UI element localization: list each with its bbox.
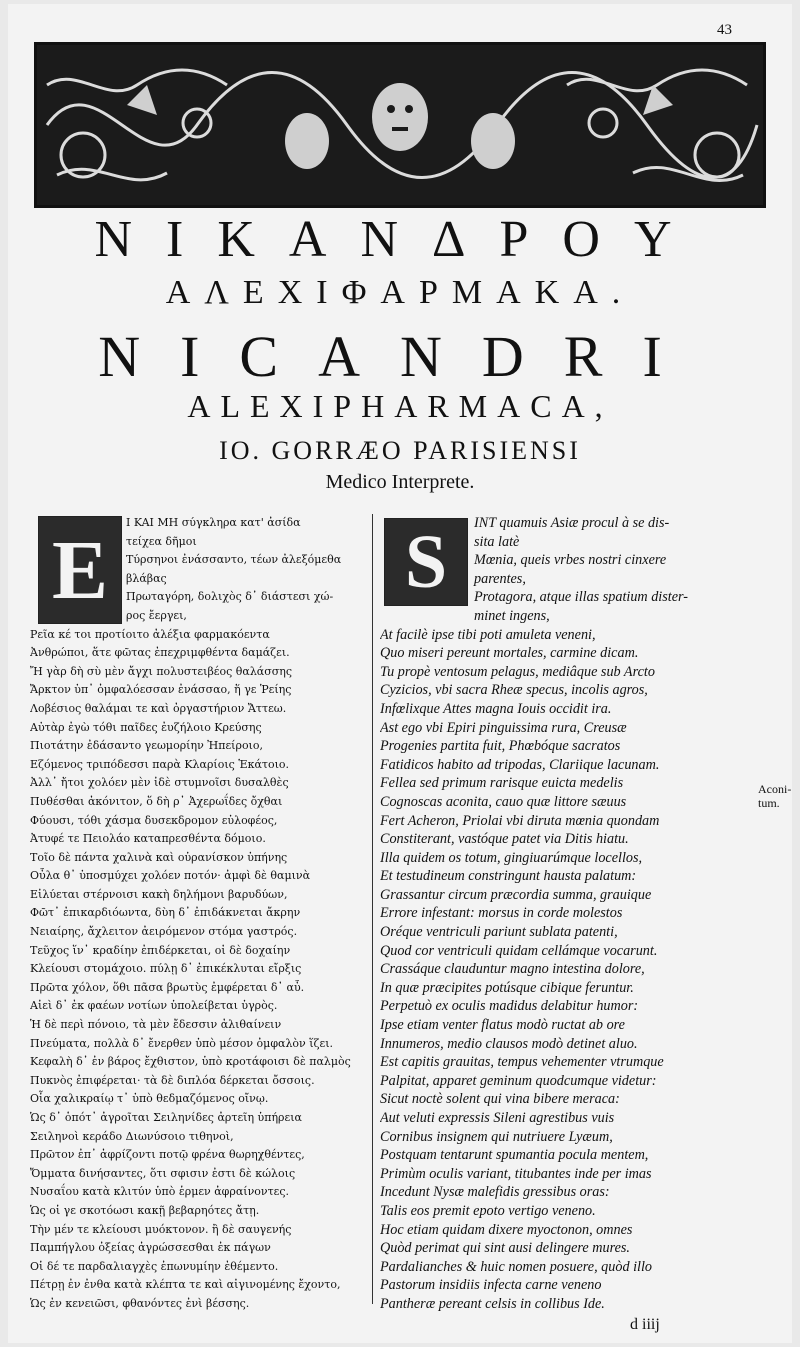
greek-line: Σειληνοὶ κεράδο Διωνύσοιο τιθηνοὶ,: [30, 1129, 234, 1143]
latin-line: Protagora, atque illas spatium dister-: [474, 589, 688, 606]
latin-line: Illa quidem os totum, gingiuarúmque locellos,: [380, 849, 643, 866]
greek-line: Ὡς ἐν κενειῶσι, φθανόντες ἐνὶ βέσσης.: [30, 1296, 250, 1310]
greek-line: Οἷα χαλικραίῳ τ᾽ ὑπὸ θεδμαζόμενος οἴνῳ.: [30, 1092, 269, 1106]
title-latin: NICANDRI: [98, 324, 702, 389]
greek-line: Πυκνὸς ἐπιφέρεται· τὰ δὲ διπλόα δέρκεται ὄσσοις.: [30, 1073, 315, 1087]
subtitle-greek: AΛEXIΦAPMAKA.: [165, 274, 635, 311]
greek-line: Νειαίρης, ἄχλειτον ἀειρόμενον στόμα γαστρός.: [30, 925, 298, 939]
greek-line: Πρωταγόρη, δολιχὸς δ᾽ διάστεσι χώ-: [126, 590, 334, 604]
latin-line: Aut veluti expressis Sileni agrestibus vuis: [380, 1110, 615, 1126]
latin-line: Fellea sed primum rarisque euicta medelis: [380, 775, 624, 792]
latin-line: Sicut noctè solent qui vina bibere meraca:: [380, 1091, 620, 1108]
greek-line: τείχεα δῆμοι: [126, 534, 197, 548]
margin-note: Aconi- tum.: [758, 782, 792, 810]
latin-line: Palpitat, apparet geminum quodcumque videtur:: [380, 1072, 657, 1089]
greek-line: Τὴν μέν τε κλείουσι μυόκτονον. ἢ δὲ σαυγενής: [30, 1222, 292, 1236]
greek-line: Πνεύματα, πολλὰ δ᾽ ἔνερθεν ὑπὸ μέσον ὀμφαλὸν ἵζει.: [30, 1036, 334, 1050]
greek-line: Ἄρκτον ὑπ᾽ ὀμφαλόεσσαν ἐνάσσαο, ἥ γε Ῥείης: [30, 683, 292, 697]
greek-line: Πιοτάτην ἐδάσαντο γεωμορίην Ἠπείροιο,: [30, 739, 263, 753]
greek-line: I KAI MH σύγκληρα κατ' ἀσίδα: [126, 516, 301, 529]
greek-line: Αἰεὶ δ᾽ ἐκ φαέων νοτίων ὑπολείβεται ὑγρὸς.: [30, 999, 278, 1013]
greek-line: Ὡς οἱ γε σκοτόωσι κακῇ βεβαρηότες ἄτῃ.: [30, 1203, 260, 1217]
latin-line: Incedunt Nysæ malefidis gressibus oras:: [380, 1184, 610, 1201]
greek-line: Νυσαΐου κατὰ κλιτύν ὑπὸ ἑρμεν ἀφραίνοντες.: [30, 1185, 290, 1199]
woodcut-ornament: [34, 42, 766, 208]
latin-line: Fatidicos habito ad tripodas, Clariique lacunam.: [380, 756, 660, 773]
latin-line: Pastorum insidiis infecta carne veneno: [380, 1277, 602, 1294]
greek-line: Πυθέσθαι ἀκόνιτον, ὅ δὴ ρ᾽ Ἀχερωΐδες ὄχθαι: [30, 794, 283, 808]
latin-line: Postquam tentarunt spumantia pocula mentem,: [380, 1147, 649, 1164]
greek-line: Κεφαλὴ δ᾽ ἐν βάρος ἔχθιστον, ὑπὸ κροτάφοισι δὲ παλμὸς: [30, 1055, 351, 1069]
greek-line: ρος ἔεργει,: [126, 608, 187, 622]
greek-line: Οὖλα θ᾽ ὑποσμύχει χολόεν ποτόν· ἀμφὶ δὲ θαμινὰ: [30, 869, 311, 883]
dropcap-latin: S: [384, 518, 468, 606]
translator-name: IO. GORRÆO PARISIENSI: [219, 436, 581, 465]
latin-line: sita latè: [474, 533, 520, 550]
greek-line: Ρεῖα κέ τοι προτίοιτο ἀλέξια φαρμακόεντα: [30, 627, 270, 641]
greek-line: Εἰλύεται στέρνοισι κακὴ δηλήμονι βαρυδύων,: [30, 887, 288, 901]
greek-line: Ὄμματα δινήσαντες, ὅτι σφισιν ἐστι δὲ κώλοις: [30, 1166, 296, 1180]
latin-line: In quæ præcipites potúsque cibique feruntur.: [380, 979, 634, 996]
latin-line: Tu propè ventosum pelagus, mediâque sub Arcto: [380, 663, 655, 680]
greek-line: Τεῦχος ἵν᾽ κραδίην ἐπιδέρκεται, οἱ δὲ δοχαίην: [30, 943, 291, 957]
greek-line: Ἀνθρώποι, ἅτε φῶτας ἐπεχριμφθέντα δαμάζει.: [30, 646, 290, 660]
latin-line: Oréque ventriculi pariunt sublata patenti,: [380, 924, 618, 941]
greek-line: Οἱ δέ τε παρδαλιαγχὲς ἐπωνυμίην ἐθέμεντο.: [30, 1259, 279, 1273]
greek-line: Φύουσι, τόθι χάσμα δυσεκδρομον εὐλοφέος,: [30, 813, 278, 827]
latin-line: At facilè ipse tibi poti amuleta veneni,: [380, 626, 596, 643]
greek-line: Ἡ δὲ περὶ πόνοιο, τὰ μὲν ἔδεσσιν ἀλιθαίνειν: [30, 1018, 282, 1032]
latin-line: Ast ego vbi Epiri pinguissima rura, Creusæ: [380, 719, 627, 736]
latin-line: Crassáque clauduntur magno intestina dolore,: [380, 961, 645, 978]
latin-line: Quo miseri pereunt mortales, carmine dicam.: [380, 645, 639, 662]
greek-line: Πέτρῃ ἐν ἐνθα κατὰ κλέπτα τε καὶ αἰγινομένης ἔχοντο,: [30, 1278, 341, 1292]
greek-line: βλάβας: [126, 571, 167, 585]
latin-line: parentes,: [474, 570, 526, 587]
latin-column: [380, 514, 742, 1314]
latin-line: Quòd perimat qui sint ausi delingere mures.: [380, 1240, 630, 1257]
latin-line: Hoc etiam quidam dixere myoctonon, omnes: [380, 1221, 633, 1238]
translator-role: Medico Interprete.: [325, 471, 475, 493]
latin-line: Perpetuò ex oculis madidus delabitur humor:: [380, 998, 639, 1015]
latin-line: Primùm oculis variant, titubantes inde per imas: [380, 1165, 652, 1182]
title-greek: NIKANΔPOY: [94, 211, 706, 268]
latin-line: Est capitis grauitas, tempus vehementer vtrumque: [380, 1054, 664, 1071]
greek-line: Παμπήγλου ὀξείας ἀγρώσσεσθαι ἐκ πάγων: [30, 1241, 271, 1255]
latin-line: Progenies partita fuit, Phœbóque sacratos: [380, 738, 621, 755]
latin-line: Et testudineum constringunt hausta palatum:: [380, 868, 637, 885]
latin-line: minet ingens,: [474, 607, 550, 624]
latin-line: Fert Acheron, Priolai vbi diruta mœnia quondam: [380, 812, 660, 829]
latin-line: Ipse etiam venter flatus modò ructat ab ore: [380, 1017, 625, 1034]
greek-line: Λοβέσιος θαλάμαι τε καὶ ὀργαστήριον Ἄττεω.: [30, 701, 287, 715]
greek-line: Ὡς δ᾽ ὁπότ᾽ ἀγροῖται Σειληνίδες ἀρτεῖη ὑπήρεια: [30, 1111, 302, 1124]
latin-line: Infœlixque Attes magna Iouis occidit ira.: [380, 700, 612, 717]
greek-column: [30, 514, 366, 1314]
latin-line: Quod cor ventriculi quidam cellámque vocarunt.: [380, 942, 658, 959]
latin-line: Talis eos premit epoto vertigo veneno.: [380, 1202, 596, 1219]
latin-line: INT quamuis Asiæ procul à se dis-: [474, 515, 670, 531]
greek-line: Τοῖο δὲ πάντα χαλινὰ καὶ οὐρανίσκον ὑπήνης: [30, 850, 288, 864]
greek-line: Πρῶτα χόλον, ὅθι πᾶσα βρωτὺς ἐμφέρεται δ᾽ αὖ.: [30, 980, 305, 994]
latin-line: Grassantur circum præcordia summa, grauique: [380, 886, 652, 903]
latin-line: Constiterant, vastóque patet via Ditis hiatu.: [380, 831, 629, 848]
dropcap-greek: E: [38, 516, 122, 624]
latin-line: Cyzicios, vbi sacra Rheæ specus, incolis agros,: [380, 682, 648, 699]
column-divider: [372, 514, 373, 1304]
book-page: [8, 4, 792, 1343]
latin-line: Mœnia, queis vrbes nostri cinxere: [474, 552, 667, 569]
greek-line: Ἤ γὰρ δὴ σὺ μὲν ἄγχι πολυστειβέος θαλάσσης: [30, 664, 293, 678]
latin-line: Pantheræ pereant celsis in collibus Ide.: [380, 1295, 605, 1312]
latin-line: Cognoscas aconita, cauo quæ littore sæuus: [380, 793, 627, 810]
latin-line: Errore infestant: morsus in corde molestos: [380, 905, 623, 922]
greek-line: Κλείουσι στομάχοιο. πύλῃ δ᾽ ἐπικέκλυται εἴρξις: [30, 962, 302, 976]
latin-line: Innumeros, medio clausos modò detinet aluo.: [380, 1035, 638, 1052]
latin-line: Pardalianches & huic nomen posuere, quòd illo: [380, 1258, 653, 1275]
greek-line: Εζόμενος τριπόδεσσι παρὰ Κλαρίοις Ἑκάτοιο.: [30, 757, 290, 771]
latin-line: Cornibus insignem qui nutriuere Lyæum,: [380, 1128, 613, 1145]
greek-line: Πρῶτον ἐπ᾽ ἀφρίζοντι ποτῷ φρένα θωρηχθέντες,: [30, 1148, 305, 1162]
signature-mark: d iiij: [630, 1316, 660, 1333]
greek-line: Ἀλλ᾽ ἤτοι χολόεν μὲν ἰδὲ στυμνοῖσι δυσαλθὲς: [30, 776, 289, 790]
subtitle-latin: ALEXIPHARMACA,: [187, 388, 613, 424]
page-number: 43: [717, 22, 732, 38]
greek-line: Ἀτυφέ τε Πειολάο καταπρεσθέντα δόμοιο.: [30, 832, 266, 846]
greek-line: Τύρσηνοι ἐνάσσαντο, τέων ἀλεξόμεθα: [126, 553, 342, 567]
greek-line: Φῶτ᾽ ἐπικαρδιόωντα, δὺη δ᾽ ἐπιδάκνεται ἄκρην: [30, 906, 301, 920]
greek-line: Αὐτὰρ ἐγὼ τόθι παῖδες ἐυζήλοιο Κρεύσης: [30, 720, 262, 734]
